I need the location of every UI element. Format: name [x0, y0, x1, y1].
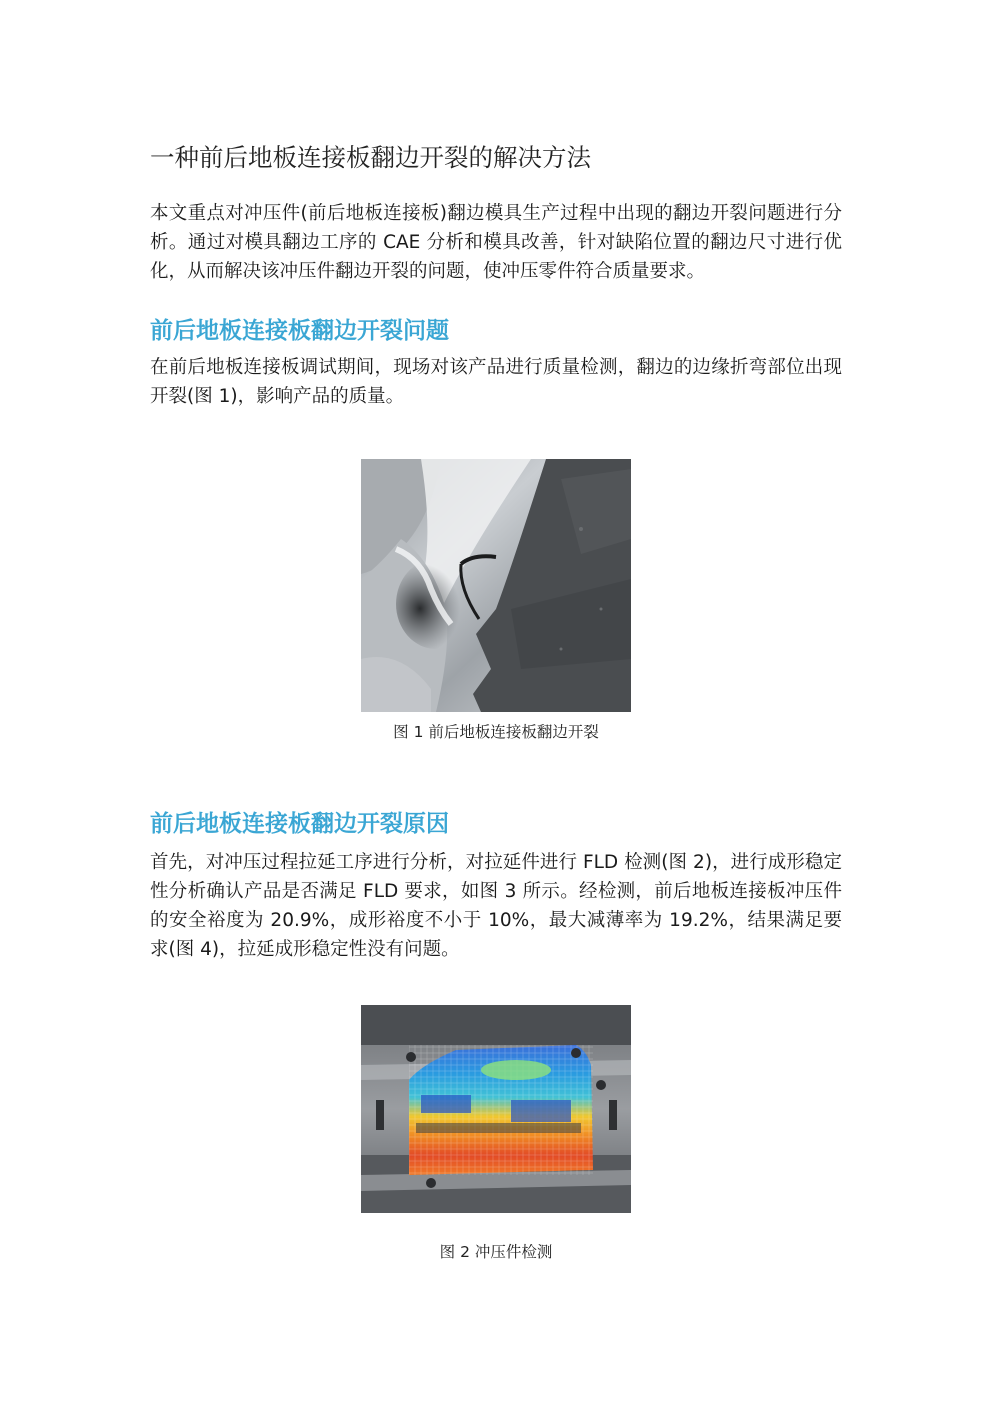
section-1-heading: 前后地板连接板翻边开裂问题 [150, 318, 449, 344]
figure-1-caption: 图 1 前后地板连接板翻边开裂 [393, 723, 599, 741]
section-2-heading: 前后地板连接板翻边开裂原因 [150, 811, 449, 837]
figure-2-inspection-photo [361, 1005, 631, 1213]
intro-paragraph: 本文重点对冲压件(前后地板连接板)翻边模具生产过程中出现的翻边开裂问题进行分析。通过对模具翻边工序的 CAE 分析和模具改善，针对缺陷位置的翻边尺寸进行优化，从而解决该冲压件翻边开裂的问题，使冲压零件符合质量要求。 [150, 203, 842, 282]
section-2-paragraph: 首先，对冲压过程拉延工序进行分析，对拉延件进行 FLD 检测(图 2)，进行成形稳定性分析确认产品是否满足 FLD 要求，如图 3 所示。经检测，前后地板连接板冲压件的安全裕度为 20.9%，成形裕度不小于 10%，最大减薄率为 19.2%，结果满足要求(图 4)，拉延成形稳定性没有问题。 [150, 852, 842, 960]
fld-inspection-illustration [361, 1005, 631, 1213]
crack-photo-illustration [361, 459, 631, 712]
document-title: 一种前后地板连接板翻边开裂的解决方法 [150, 143, 591, 172]
section-1-paragraph: 在前后地板连接板调试期间，现场对该产品进行质量检测，翻边的边缘折弯部位出现开裂(图 1)，影响产品的质量。 [150, 357, 842, 407]
figure-1-crack-photo [361, 459, 631, 712]
figure-2-caption: 图 2 冲压件检测 [439, 1243, 553, 1261]
